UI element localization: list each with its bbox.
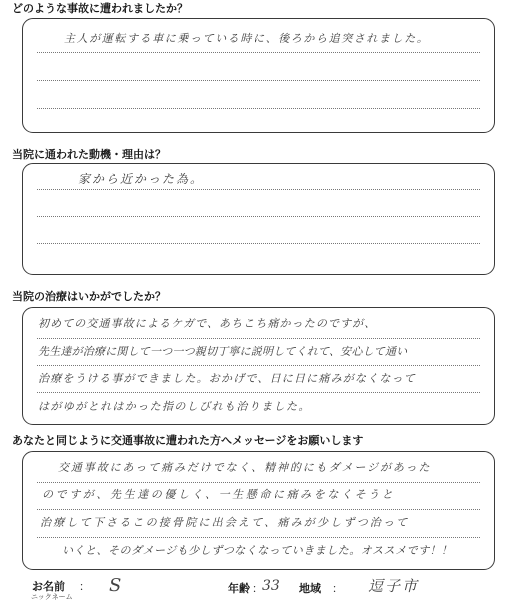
question-visit-reason: 当院に通われた動機・理由は？ [12, 148, 166, 161]
answer-ruled-line [37, 80, 480, 81]
answer-ruled-line [37, 216, 480, 217]
question-message: あなたと同じように交通事故に遭われた方へメッセージをお願いします [12, 434, 364, 447]
question-accident-type: どのような事故に遭われましたか？ [12, 2, 188, 15]
answer-ruled-line [37, 365, 480, 366]
nickname-label: ニックネーム [31, 593, 73, 601]
answer-ruled-line [37, 52, 480, 53]
handwritten-answer-line: 治療して下さるこの接骨院に出会えて、痛みが少しずつ治って [40, 516, 410, 529]
handwritten-answer-line: 主人が運転する車に乗っている時に、後ろから追突されました。 [64, 32, 430, 45]
handwritten-answer-line: いくと、そのダメージも少しずつなくなっていきました。オススメです！！ [62, 544, 453, 557]
question-treatment-impression: 当院の治療はいかがでしたか？ [12, 290, 166, 303]
name-value: S [109, 575, 122, 596]
handwritten-answer-line: のですが、先生達の優しく、一生懸命に痛みをなくそうと [42, 488, 396, 501]
name-label: お名前 [32, 580, 65, 593]
answer-ruled-line [37, 482, 480, 483]
name-colon: ： [79, 580, 90, 593]
handwritten-answer-line: 治療をうける事ができました。おかげで、日に日に痛みがなくなって [38, 372, 416, 385]
age-colon: ： [252, 582, 263, 595]
handwritten-answer-line: 初めての交通事故によるケガで、あちこち痛かったのですが、 [38, 317, 377, 330]
answer-ruled-line [37, 509, 480, 510]
handwritten-answer-line: 先生達が治療に関して一つ一つ親切丁寧に説明してくれて、安心して通い [38, 345, 408, 358]
answer-ruled-line [37, 108, 480, 109]
answer-ruled-line [37, 392, 480, 393]
answer-ruled-line [37, 189, 480, 190]
handwritten-answer-line: 交通事故にあって痛みだけでなく、精神的にもダメージがあった [58, 461, 432, 474]
handwritten-answer-line: 家から近かった為。 [78, 172, 205, 186]
answer-ruled-line [37, 537, 480, 538]
answer-ruled-line [37, 243, 480, 244]
area-value: 逗子市 [368, 577, 420, 595]
area-colon: ： [332, 582, 343, 595]
age-label: 年齢 [228, 582, 250, 595]
age-value: 33 [262, 578, 280, 594]
area-label: 地域 [299, 582, 321, 595]
handwritten-answer-line: はがゆがとれはかった指のしびれも治りました。 [38, 400, 311, 413]
answer-ruled-line [37, 338, 480, 339]
